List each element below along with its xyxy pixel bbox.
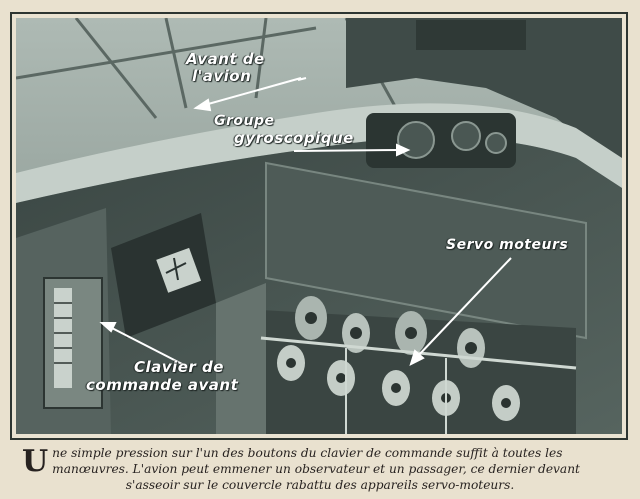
caption-line-3: s'asseoir sur le couvercle rabattu des appareils servo-moteurs. (125, 478, 515, 492)
label-clavier-line1: Clavier de (134, 358, 224, 376)
label-servo-moteurs: Servo moteurs (446, 237, 569, 253)
label-clavier-line2: commande avant (86, 376, 239, 394)
gyroscopic-group (366, 113, 516, 168)
caption-line-2: manœuvres. L'avion peut emmener un observateur et un passager, ce dernier devant (52, 462, 580, 476)
cockpit-illustration (16, 18, 622, 434)
upper-hatch (416, 20, 526, 50)
caption-drop-cap: U (22, 444, 49, 479)
label-avant-line1: Avant de (186, 50, 265, 68)
photo-caption (22, 445, 618, 493)
caption-line-1: ne simple pression sur l'un des boutons du clavier de commande suffit à toutes les (52, 446, 563, 460)
cockpit-photo (16, 18, 622, 434)
label-gyro-line1: Groupe (214, 113, 275, 129)
label-avant-line2: l'avion (192, 67, 252, 85)
label-gyro-line2: gyroscopique (234, 129, 354, 147)
